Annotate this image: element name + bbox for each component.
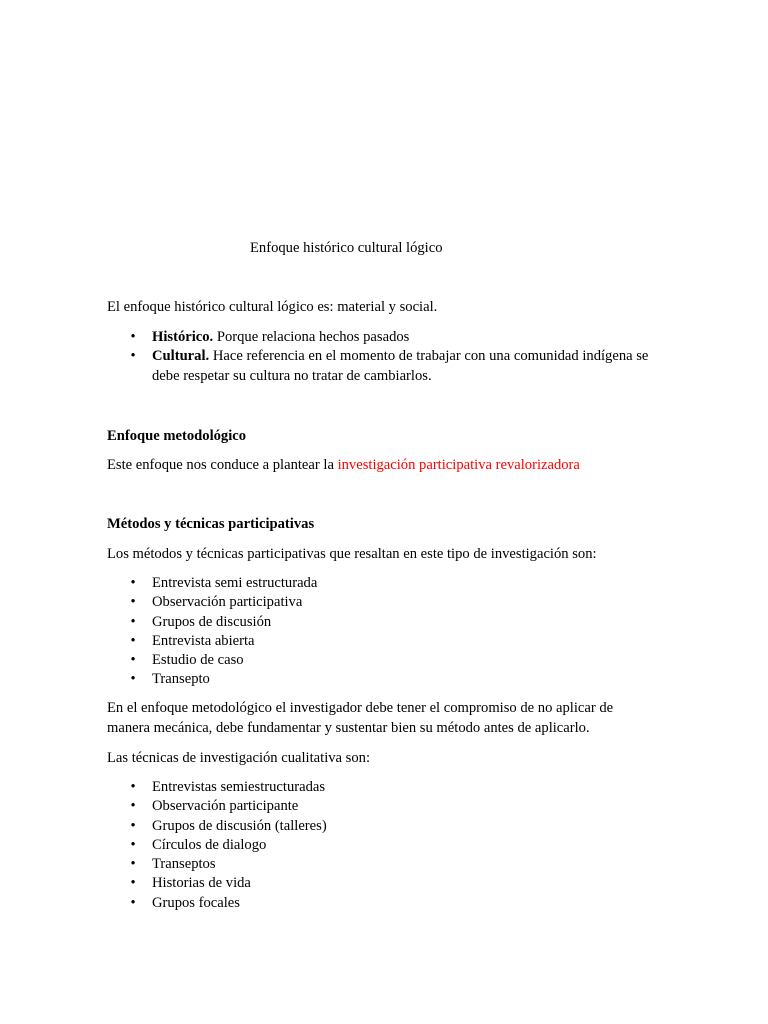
- list-item: [107, 874, 327, 893]
- bullet-icon: •: [130, 875, 136, 892]
- list-item-text: Grupos de discusión: [152, 613, 272, 630]
- aspect-text: Porque relaciona hechos pasados: [213, 329, 410, 345]
- list-item-text: Grupos focales: [152, 894, 240, 911]
- list-item-text: Grupos de discusión (talleres): [152, 817, 327, 834]
- section-heading-metodos: Métodos y técnicas participativas: [107, 516, 315, 532]
- bullet-icon: •: [130, 575, 136, 591]
- list-item-text: Transepto: [152, 671, 210, 688]
- list-item-text: Historias de vida: [152, 875, 251, 892]
- aspect-term: Cultural.: [152, 348, 210, 365]
- list-item-text: Entrevistas semiestructuradas: [152, 779, 326, 795]
- section-heading-metodologico: Enfoque metodológico: [107, 428, 247, 444]
- list-item: [107, 328, 672, 347]
- bullet-icon: •: [130, 652, 136, 669]
- bullet-icon: •: [130, 798, 136, 815]
- list-item: [107, 670, 317, 689]
- bullet-icon: •: [130, 836, 136, 853]
- list-item: [107, 836, 327, 855]
- bullet-icon: •: [130, 671, 136, 688]
- list-item: [107, 894, 327, 913]
- list-item: [107, 817, 327, 836]
- aspects-list: [107, 328, 672, 386]
- list-item: [107, 778, 327, 797]
- list-item: [107, 797, 327, 816]
- list-item-text: Entrevista semi estructurada: [152, 575, 318, 591]
- bullet-icon: •: [130, 856, 136, 873]
- list-item-text: Observación participativa: [152, 594, 303, 611]
- cualitativa-intro: Las técnicas de investigación cualitativa son:: [107, 750, 371, 766]
- cualitativa-list: [107, 778, 327, 913]
- bullet-icon: •: [130, 348, 136, 365]
- list-item-text: Observación participante: [152, 798, 299, 815]
- list-item: [107, 651, 317, 670]
- document-title: Enfoque histórico cultural lógico: [250, 240, 443, 256]
- list-item-text: Estudio de caso: [152, 652, 244, 669]
- bullet-icon: •: [130, 779, 136, 795]
- bullet-icon: •: [130, 894, 136, 911]
- list-item: [107, 347, 672, 386]
- bullet-icon: •: [130, 817, 136, 834]
- metodos-list: [107, 574, 317, 690]
- list-item: [107, 613, 317, 632]
- aspect-text: Hace referencia en el momento de trabajar con una comunidad indígena se debe respetar su cultura no tratar de cambiarlos.: [152, 348, 649, 384]
- metodos-intro: Los métodos y técnicas participativas que resaltan en este tipo de investigación son:: [107, 546, 597, 562]
- metodologico-text: Este enfoque nos conduce a plantear la: [107, 457, 338, 473]
- list-item-text: Entrevista abierta: [152, 632, 255, 649]
- aspect-term: Histórico.: [152, 329, 214, 345]
- list-item: [107, 593, 317, 612]
- bullet-icon: •: [130, 613, 136, 630]
- bullet-icon: •: [130, 632, 136, 649]
- list-item: [107, 632, 317, 651]
- list-item: [107, 574, 317, 593]
- bullet-icon: •: [130, 329, 136, 345]
- list-item: [107, 855, 327, 874]
- highlight-text: investigación participativa revalorizadora: [337, 457, 580, 473]
- intro-paragraph: El enfoque histórico cultural lógico es: material y social.: [107, 299, 438, 315]
- list-item-text: Círculos de dialogo: [152, 836, 267, 853]
- bullet-icon: •: [130, 594, 136, 611]
- metodos-note: En el enfoque metodológico el investigador debe tener el compromiso de no aplicar de manera mecánica, debe fundamentar y sustentar bien su método antes de aplicarlo.: [107, 700, 614, 736]
- metodologico-paragraph: [107, 456, 580, 475]
- list-item-text: Transeptos: [152, 856, 216, 873]
